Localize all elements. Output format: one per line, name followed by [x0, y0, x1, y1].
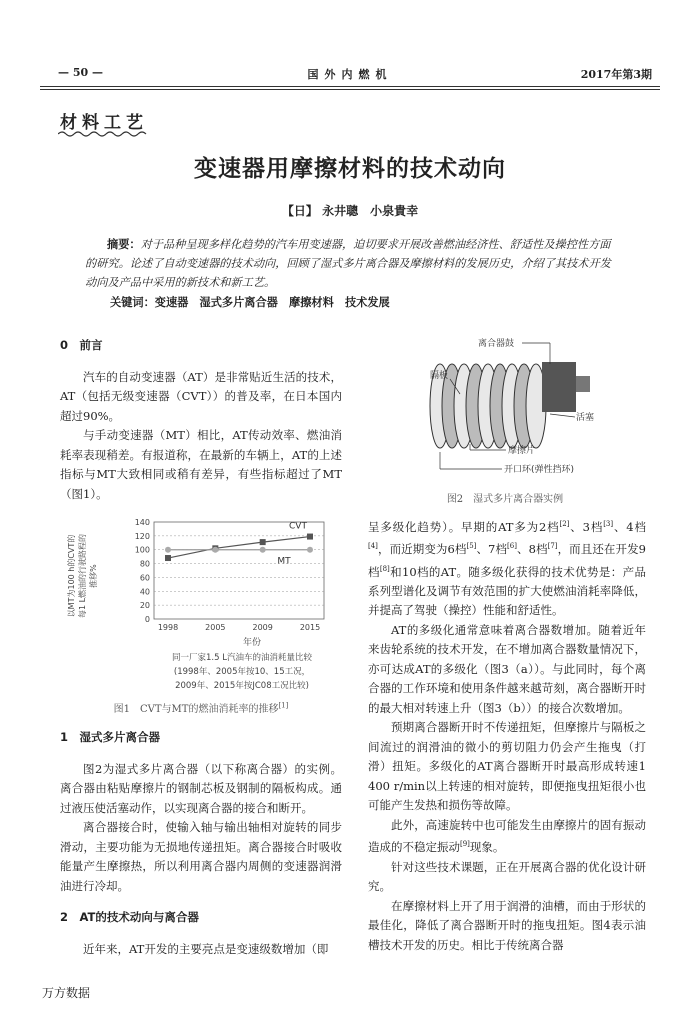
keywords: [110, 294, 390, 310]
chart-point-mt: [165, 547, 171, 553]
chart-frame: [154, 522, 324, 619]
chart-point-mt: [212, 547, 218, 553]
figure-1-ref: [1]: [278, 701, 289, 710]
running-header: [40, 66, 660, 86]
chart-ytick-label: 120: [134, 531, 150, 541]
abstract-label: 摘要：: [107, 237, 141, 251]
right-column: [368, 515, 646, 955]
chart-ytick-label: 20: [139, 601, 150, 611]
right-paragraph-6: 在摩擦材料上开了用于润滑的油槽，而由于形状的最佳化，降低了离合器断开时的拖曳扭矩。图4表示油槽技术开发的历史。相比于传统离合器: [368, 898, 646, 952]
clutch-drum-hub: [542, 362, 576, 412]
header-rule: [40, 86, 660, 87]
chart-point-cvt: [260, 539, 266, 545]
heading-section-2: 2 AT的技术动向与离合器: [60, 910, 199, 924]
fig2-label-plate: 隔板: [430, 371, 449, 381]
authors: 【日】 永井聰 小泉貴幸: [281, 204, 419, 218]
fig2-label-piston: 活塞: [576, 413, 595, 423]
journal-name: 国外内燃机: [307, 68, 393, 81]
chart-ylabel-3: 推移%: [89, 564, 98, 588]
issue-label: 2017年第3期: [580, 68, 652, 81]
figure-2-caption: 图2 湿式多片离合器实例: [446, 494, 564, 505]
right-paragraph-4: 此外，高速旋转中也可能发生由摩擦片的固有振动造成的不稳定振动[9]现象。: [368, 817, 646, 855]
chart-ytick-label: 100: [134, 545, 150, 555]
figure-1-chart: [62, 514, 342, 714]
chart-ytick-label: 60: [139, 573, 150, 583]
clutch-shaft: [576, 376, 590, 392]
figure-1-caption: [60, 700, 342, 715]
header-rule-thin: [40, 89, 660, 90]
right-paragraph-2: AT的多级化通常意味着离合器数增加。随着近年来齿轮系统的技术开发，在不增加离合器数量情况下，亦可达成AT的多级化（图3（a））。与此同时，每个离合器的工作环境和使用条件越来越苛刻，离合器断开时的最大相对转速上升（图3（b））的接合次数增加。: [368, 622, 646, 715]
chart-point-cvt: [165, 555, 171, 561]
chart-point-mt: [260, 547, 266, 553]
section-1-paragraph-2: 离合器接合时，使输入轴与输出轴相对旋转的同步滑动，主要功能为无损地传递扭矩。离合器接合时吸收能量产生摩擦热，所以利用离合器内周侧的变速器润滑油进行冷却。: [60, 820, 342, 893]
chart-xtick-label: 2009: [252, 623, 273, 632]
abstract-text: 对于品种呈现多样化趋势的汽车用变速器，迫切要求开展改善燃油经济性、舒适性及操控性方面的研究。论述了自动变速器的技术动向，回顾了湿式多片离合器及摩擦材料的发展历史，介绍了其技术开发动向及产品中采用的新技术和新工艺。: [85, 238, 611, 289]
figure-2-illustration: [400, 334, 630, 484]
chart-series-line-cvt: [168, 537, 310, 558]
chart-ytick-label: 40: [139, 587, 150, 597]
right-paragraph-3: 预期离合器断开时不传递扭矩，但摩擦片与隔板之间流过的润滑油的微小的剪切阻力仍会产生拖曳（打滑）扭矩。多级化的AT离合器断开时最高形成转速1 400 r/min以上转速的相对旋转，即便拖曳扭矩很小也可能产生发热和损伤等故障。: [368, 720, 646, 813]
chart-xlabel: 年份: [242, 638, 262, 648]
section-tag: 材料工艺: [60, 113, 148, 133]
chart-ylabel-2: 每1 L燃油的行驶路程的: [78, 533, 87, 619]
keywords-text: 变速器 湿式多片离合器 摩擦材料 技术发展: [154, 296, 390, 309]
chart-xtick-label: 1998: [157, 623, 179, 632]
chart-xtick-label: 2015: [299, 623, 321, 632]
chart-point-mt: [307, 547, 313, 553]
footer-watermark: 万方数据: [42, 986, 91, 1000]
chart-note-1: 同一厂家1.5 L汽油车的油消耗量比较: [172, 653, 312, 663]
right-paragraph-5: 针对这些技术课题，正在开展离合器的优化设计研究。: [368, 859, 646, 894]
right-paragraph-1: 呈多级化趋势）。早期的AT多为2档[2]、3档[3]、4档[4]，而近期变为6档[5]、7档[6]、8档[7]，而且还在开发9档[8]和10档的AT。随多级化获得的技术优势是：产品系列型谱化及调节有效范围的扩大使燃油消耗率降低，并提高了驾驶（操控）性能和舒适性。: [368, 519, 647, 618]
figure-1-caption-text: 图1 CVT与MT的燃油消耗率的推移: [113, 704, 279, 715]
chart-plot-area: [135, 518, 324, 632]
chart-series-label-mt: MT: [277, 556, 291, 567]
section-1-paragraph-1: 图2为湿式多片离合器（以下称离合器）的实例。离合器由粘贴摩擦片的钢制芯板及钢制的隔板构成。通过液压使活塞动作，以实现离合器的接合和断开。: [60, 761, 342, 815]
chart-note-2: (1998年、2005年按10、15工况，: [173, 667, 311, 677]
section-underline: [58, 130, 148, 138]
heading-intro: 0 前言: [60, 338, 103, 352]
fig2-label-friction: 摩擦片: [508, 446, 536, 456]
chart-xtick-label: 2005: [205, 623, 226, 632]
intro-paragraph-2: 与手动变速器（MT）相比，AT传动效率、燃油消耗率表现稍差。有报道称，在最新的车辆上，AT的上述指标与MT大致相同或稍有差异，有些指标超过了MT（图1）。: [60, 428, 342, 501]
article-title: 变速器用摩擦材料的技术动向: [194, 156, 506, 182]
section-2-paragraph-1: 近年来，AT开发的主要亮点是变速级数增加（即: [83, 941, 329, 956]
chart-ytick-label: 140: [134, 518, 150, 527]
intro-paragraph-1: 汽车的自动变速器（AT）是非常贴近生活的技术，AT（包括无级变速器（CVT））的普及率，在日本国内超过90%。: [60, 369, 342, 423]
heading-section-1: 1 湿式多片离合器: [60, 730, 161, 744]
chart-ylabel-1: 以MT为100 h的CVT的: [67, 534, 76, 618]
left-column-bottom: [60, 728, 342, 959]
chart-series-label-cvt: CVT: [289, 521, 307, 532]
chart-point-cvt: [307, 534, 313, 540]
fig2-label-snapring: 开口环(弹性挡环): [504, 465, 575, 475]
page-number: — 50 —: [58, 66, 103, 79]
abstract: [85, 235, 620, 292]
chart-note-3: 2009年、2015年按JC08工况比较): [175, 681, 309, 691]
keywords-label: 关键词：: [110, 296, 155, 309]
fig2-label-drum: 离合器鼓: [478, 339, 515, 349]
chart-ytick-label: 80: [139, 559, 150, 569]
chart-ytick-label: 0: [144, 615, 150, 624]
clutch-pack-drawing: [430, 362, 590, 448]
left-column-top: [60, 336, 342, 504]
